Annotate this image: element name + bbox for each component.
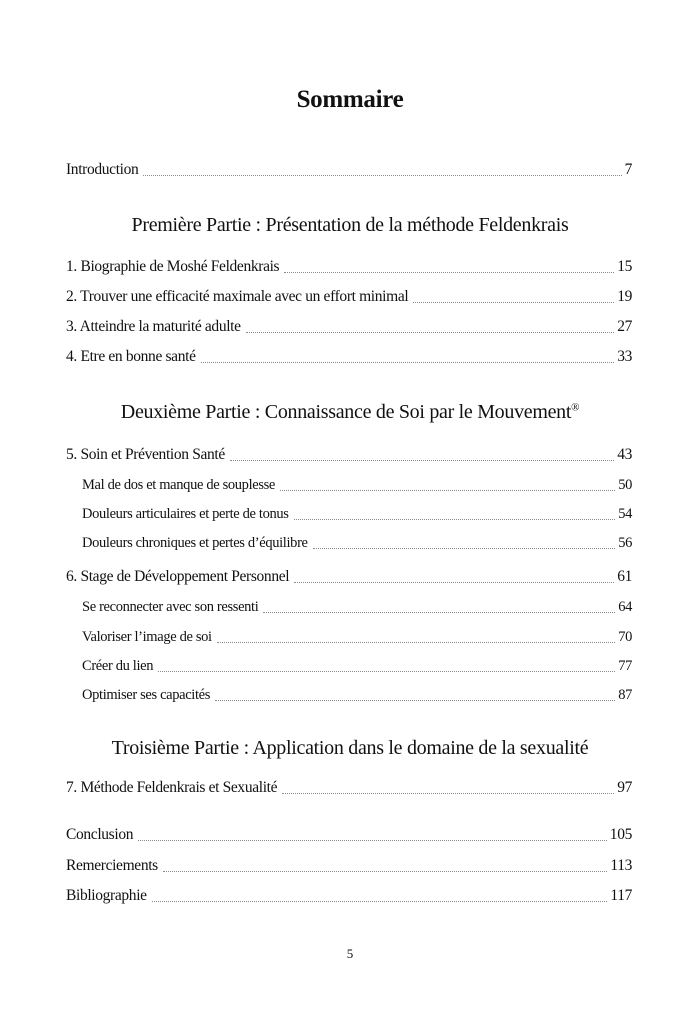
dot-leader (246, 332, 615, 333)
toc-entry-label: 6. Stage de Développement Personnel (66, 568, 290, 585)
toc-entry[interactable] (66, 316, 632, 338)
toc-entry[interactable] (66, 777, 632, 799)
dot-leader (230, 460, 614, 461)
toc-entry-page: 33 (617, 348, 632, 365)
dot-leader (313, 548, 616, 549)
toc-entry-label: Se reconnecter avec son ressenti (82, 599, 259, 615)
toc-entry-label: 5. Soin et Prévention Santé (66, 446, 225, 463)
toc-entry-page: 15 (617, 258, 632, 275)
toc-entry-page: 43 (617, 446, 632, 463)
part-heading-1: Première Partie : Présentation de la méthode Feldenkrais (131, 214, 569, 236)
toc-entry-page: 64 (618, 599, 632, 615)
toc-entry[interactable] (66, 256, 632, 278)
toc-entry[interactable] (66, 885, 632, 907)
page-number: 5 (346, 946, 354, 961)
toc-entry-label: Valoriser l’image de soi (82, 629, 212, 645)
dot-leader (413, 302, 614, 303)
toc-entry-page: 7 (624, 161, 632, 178)
toc-entry-page: 87 (618, 687, 632, 703)
toc-entry-page: 50 (618, 477, 632, 493)
dot-leader (158, 671, 615, 672)
toc-subentry[interactable] (82, 596, 632, 618)
toc-entry[interactable] (66, 346, 632, 368)
dot-leader (163, 871, 608, 872)
dot-leader (215, 700, 615, 701)
dot-leader (280, 490, 615, 491)
page-title: Sommaire (296, 86, 404, 113)
toc-entry-page: 105 (609, 826, 632, 843)
toc-entry-label: Créer du lien (82, 658, 154, 674)
toc-entry-label: 1. Biographie de Moshé Feldenkrais (66, 258, 280, 275)
toc-subentry[interactable] (82, 474, 632, 496)
dot-leader (138, 840, 607, 841)
toc-entry-page: 117 (610, 887, 632, 904)
toc-entry-label: 3. Atteindre la maturité adulte (66, 318, 241, 335)
dot-leader (152, 901, 608, 902)
toc-entry[interactable] (66, 444, 632, 466)
toc-entry-page: 61 (617, 568, 632, 585)
registered-mark: ® (571, 401, 580, 414)
toc-entry-label: Mal de dos et manque de souplesse (82, 477, 276, 493)
toc-entry-label: Introduction (66, 161, 139, 178)
dot-leader (294, 582, 614, 583)
toc-entry[interactable] (66, 824, 632, 846)
toc-entry[interactable] (66, 855, 632, 877)
toc-entry[interactable] (66, 286, 632, 308)
toc-entry-label: Douleurs articulaires et perte de tonus (82, 506, 289, 522)
toc-entry[interactable] (66, 566, 632, 588)
toc-entry-label: Douleurs chroniques et pertes d’équilibre (82, 535, 308, 551)
dot-leader (217, 642, 615, 643)
toc-entry-label: 7. Méthode Feldenkrais et Sexualité (66, 779, 278, 796)
dot-leader (201, 362, 615, 363)
toc-entry-label: Optimiser ses capacités (82, 687, 211, 703)
dot-leader (143, 175, 621, 176)
dot-leader (282, 793, 614, 794)
toc-entry-page: 97 (617, 779, 632, 796)
toc-subentry[interactable] (82, 503, 632, 525)
toc-entry-label: 4. Etre en bonne santé (66, 348, 196, 365)
toc-entry-label: Remerciements (66, 857, 158, 874)
toc-entry[interactable] (66, 159, 632, 181)
toc-entry-page: 70 (618, 629, 632, 645)
toc-entry-page: 19 (617, 288, 632, 305)
toc-entry-label: Bibliographie (66, 887, 147, 904)
toc-entry-page: 54 (618, 506, 632, 522)
toc-entry-label: Conclusion (66, 826, 134, 843)
toc-subentry[interactable] (82, 626, 632, 648)
toc-subentry[interactable] (82, 532, 632, 554)
toc-subentry[interactable] (82, 684, 632, 706)
toc-subentry[interactable] (82, 655, 632, 677)
toc-entry-label: 2. Trouver une efficacité maximale avec un effort minimal (66, 288, 409, 305)
part-heading-2: Deuxième Partie : Connaissance de Soi par le Mouvement® (120, 401, 580, 423)
toc-entry-page: 77 (618, 658, 632, 674)
dot-leader (294, 519, 616, 520)
part-heading-3: Troisième Partie : Application dans le domaine de la sexualité (111, 737, 589, 759)
toc-entry-page: 113 (610, 857, 632, 874)
toc-entry-page: 27 (617, 318, 632, 335)
dot-leader (284, 272, 614, 273)
dot-leader (263, 612, 615, 613)
toc-entry-page: 56 (618, 535, 632, 551)
